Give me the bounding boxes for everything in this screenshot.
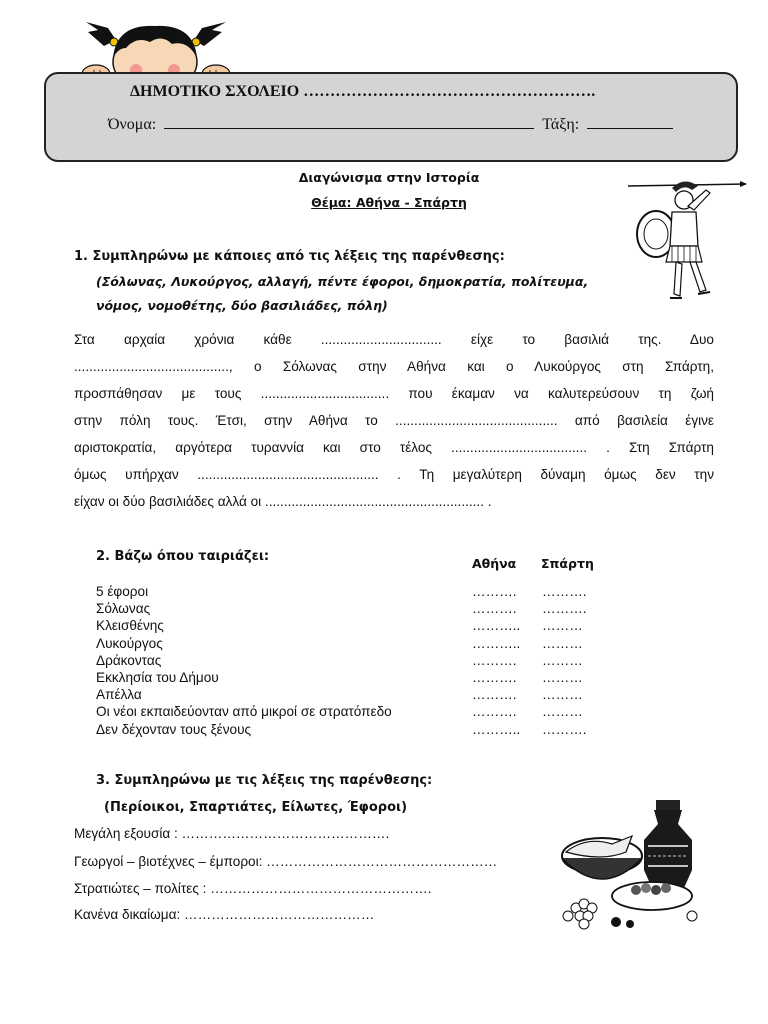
list-item bbox=[96, 687, 616, 704]
q1-text-line[interactable]: όμως υπήρχαν ................................................ . Τη μεγαλύτερη δύναμη όμως δεν την bbox=[74, 467, 714, 482]
athens-blank[interactable]: ………. bbox=[472, 601, 517, 617]
q1-text-line[interactable]: είχαν οι δύο βασιλιάδες αλλά οι .......................................................... . bbox=[74, 494, 492, 509]
list-item bbox=[96, 704, 616, 721]
q3-line[interactable]: Κανένα δικαίωμα: …………………………………… bbox=[74, 907, 375, 922]
name-class-row bbox=[108, 114, 673, 134]
q3-line[interactable]: Μεγάλη εξουσία : ………………………………………. bbox=[74, 826, 390, 841]
q1-text-line[interactable]: προσπάθησαν με τους .................................. που έκαμαν να καλυτερεύσουν τη ζωή bbox=[74, 386, 714, 401]
item-label: Σόλωνας bbox=[96, 601, 151, 617]
athens-blank[interactable]: ………. bbox=[472, 584, 517, 599]
q1-text-line[interactable]: ........................................., ο Σόλωνας στην Αθήνα και ο Λυκούργος στη Σπάρτη, bbox=[74, 359, 714, 374]
list-item bbox=[96, 636, 616, 653]
q1-words-line1: (Σόλωνας, Λυκούργος, αλλαγή, πέντε έφοροι, δημοκρατία, πολίτευμα, bbox=[96, 274, 589, 289]
q3-heading: 3. Συμπληρώνω με τις λέξεις της παρένθεσης: bbox=[96, 773, 433, 788]
list-item bbox=[96, 601, 616, 618]
q1-text bbox=[74, 326, 714, 515]
athens-blank[interactable]: ……….. bbox=[472, 618, 521, 634]
athens-blank[interactable]: ………. bbox=[472, 669, 517, 685]
item-label: Οι νέοι εκπαιδεύονταν από μικροί σε στρατόπεδο bbox=[96, 704, 392, 720]
q1-text-line[interactable]: στην πόλη τους. Έτσι, στην Αθήνα το ........................................... από βασιλεία έγινε bbox=[74, 413, 714, 428]
item-label: Δράκοντας bbox=[96, 652, 162, 668]
sparta-blank[interactable]: ……… bbox=[542, 618, 583, 634]
list-item bbox=[96, 584, 616, 601]
sparta-blank[interactable]: ……… bbox=[542, 687, 583, 703]
amphora-food-illustration bbox=[556, 796, 706, 936]
class-blank[interactable] bbox=[587, 114, 673, 129]
q3-line[interactable]: Γεωργοί – βιοτέχνες – έμποροι: …………………………………………… bbox=[74, 854, 498, 869]
item-label: Δεν δέχονταν τους ξένους bbox=[96, 721, 252, 737]
q3-line[interactable]: Στρατιώτες – πολίτες : …………………………………………. bbox=[74, 881, 432, 896]
athens-blank[interactable]: ………. bbox=[472, 704, 517, 720]
name-blank[interactable] bbox=[164, 114, 534, 129]
name-label: Όνομα: bbox=[108, 116, 157, 133]
sparta-blank[interactable]: ……… bbox=[542, 669, 583, 685]
athens-blank[interactable]: ………. bbox=[472, 652, 517, 668]
athens-blank[interactable]: ……….. bbox=[472, 635, 521, 651]
item-label: Απέλλα bbox=[96, 687, 142, 703]
item-label: Λυκούργος bbox=[96, 635, 163, 651]
sparta-blank[interactable]: ……… bbox=[542, 635, 583, 651]
q1-heading: 1. Συμπληρώνω με κάποιες από τις λέξεις της παρένθεσης: bbox=[74, 249, 505, 264]
q1-words-line2: νόμος, νομοθέτης, δύο βασιλιάδες, πόλη) bbox=[96, 298, 388, 313]
list-item bbox=[96, 670, 616, 687]
q3-words: (Περίοικοι, Σπαρτιάτες, Είλωτες, Έφοροι) bbox=[104, 800, 408, 815]
sparta-blank[interactable]: ………. bbox=[542, 721, 587, 737]
item-label: 5 έφοροι bbox=[96, 584, 149, 599]
col-sparta: Σπάρτη bbox=[541, 556, 594, 571]
athens-blank[interactable]: ………. bbox=[472, 687, 517, 703]
sparta-blank[interactable]: ……… bbox=[542, 652, 583, 668]
q2-heading: 2. Βάζω όπου ταιριάζει: bbox=[96, 549, 270, 564]
spartan-warrior-illustration bbox=[626, 176, 748, 308]
q1-text-line[interactable]: αριστοκρατία, αργότερα τυραννία και στο τέλος .................................... . Στη Σπάρτη bbox=[74, 440, 714, 455]
list-item bbox=[96, 722, 616, 739]
exam-subject: Θέμα: Αθήνα - Σπάρτη bbox=[311, 195, 467, 210]
sparta-blank[interactable]: ………. bbox=[542, 584, 587, 599]
school-label: ΔΗΜΟΤΙΚΟ ΣΧΟΛΕΙΟ ………………………………………………. bbox=[130, 83, 596, 100]
exam-title: Διαγώνισμα στην Ιστορία bbox=[298, 170, 480, 185]
q1-text-line[interactable]: Στα αρχαία χρόνια κάθε ................................ είχε το βασιλιά της. Δυο bbox=[74, 332, 714, 347]
list-item bbox=[96, 653, 616, 670]
class-label: Τάξη: bbox=[542, 116, 580, 133]
athens-blank[interactable]: ……….. bbox=[472, 721, 521, 737]
col-athens: Αθήνα bbox=[472, 556, 517, 571]
list-item bbox=[96, 618, 616, 635]
q2-list bbox=[96, 584, 616, 739]
sparta-blank[interactable]: ……… bbox=[542, 704, 583, 720]
sparta-blank[interactable]: ………. bbox=[542, 601, 587, 617]
item-label: Εκκλησία του Δήμου bbox=[96, 669, 219, 685]
item-label: Κλεισθένης bbox=[96, 618, 164, 634]
